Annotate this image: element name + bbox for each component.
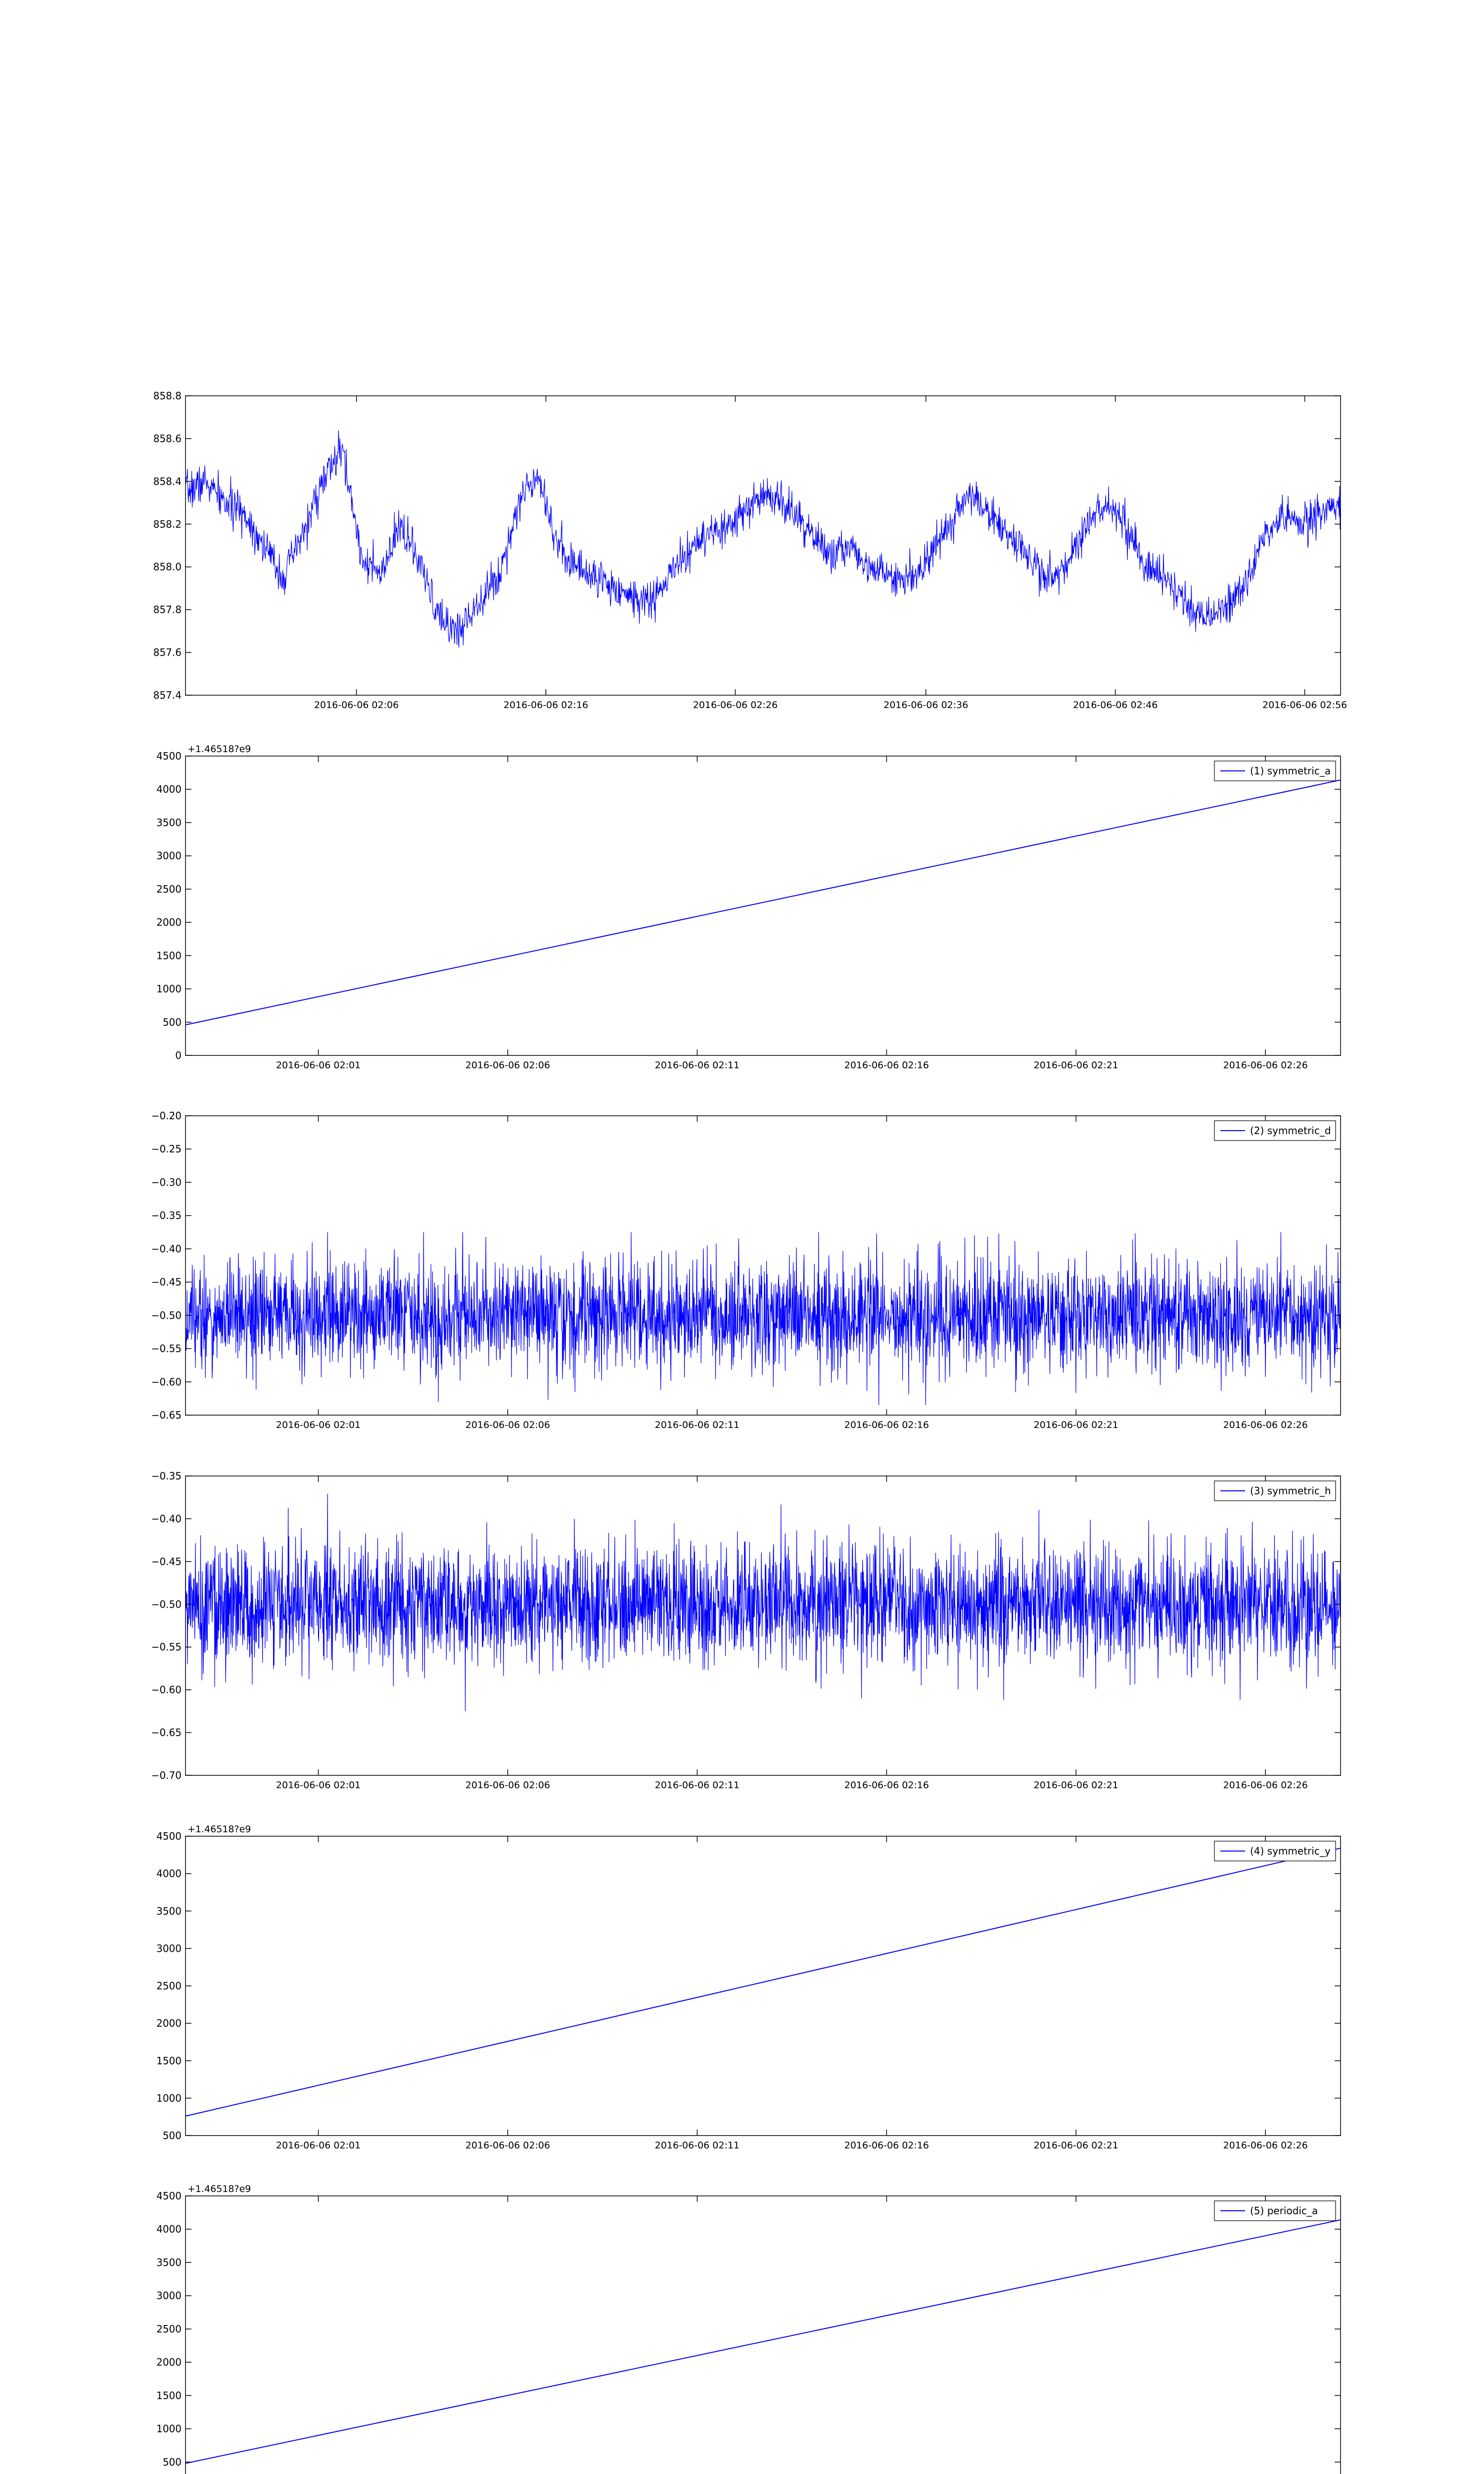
y-tick-label: 2500 [156,883,182,895]
y-tick-label: 3000 [156,1942,182,1954]
x-tick-label: 2016-06-06 02:06 [465,2140,551,2151]
y-tick-label: −0.55 [151,1342,182,1355]
y-tick-label: 3000 [156,2289,182,2302]
chart-panel-5 [156,1824,1341,2151]
x-tick-label: 2016-06-06 02:26 [693,700,778,711]
y-tick-label: 500 [162,2130,182,2141]
y-tick-label: −0.50 [151,1598,182,1611]
y-tick-label: −0.55 [151,1641,182,1653]
y-tick-label: −0.40 [151,1242,182,1255]
y-tick-label: −0.20 [151,1110,182,1122]
plot-frame-2 [186,756,1341,1055]
y-tick-label: 4500 [156,2190,182,2202]
legend-label: (1) symmetric_a [1250,765,1331,777]
y-tick-label: 2500 [156,2323,182,2335]
y-tick-label: 3500 [156,816,182,829]
y-tick-label: 3500 [156,2256,182,2269]
plot-frame-1 [186,396,1341,695]
series-line-6 [186,2220,1341,2463]
series-line-1 [186,430,1341,648]
y-tick-label: 500 [162,1016,182,1028]
y-tick-label: 858.6 [153,432,182,445]
x-tick-label: 2016-06-06 02:21 [1033,1060,1118,1071]
y-tick-label: −0.70 [151,1769,182,1781]
x-tick-label: 2016-06-06 02:26 [1223,1780,1308,1791]
y-tick-label: −0.65 [151,1409,182,1421]
y-tick-label: 1000 [156,2423,182,2435]
series-line-4 [186,1494,1341,1711]
y-tick-label: 1000 [156,2092,182,2104]
series-line-2 [186,780,1341,1025]
y-tick-label: 4500 [156,1830,182,1842]
plot-frame-5 [186,1836,1341,2136]
x-tick-label: 2016-06-06 02:21 [1033,1420,1118,1430]
plot-frame-6 [186,2196,1341,2474]
y-tick-label: 858.4 [153,475,182,487]
x-tick-label: 2016-06-06 02:06 [465,1060,551,1071]
y-tick-label: 857.4 [153,689,182,701]
legend-label: (4) symmetric_y [1250,1845,1331,1857]
y-tick-label: 4500 [156,750,182,762]
x-tick-label: 2016-06-06 02:11 [654,1060,740,1071]
x-tick-label: 2016-06-06 02:01 [276,2140,361,2151]
y-tick-label: −0.60 [151,1684,182,1696]
x-tick-label: 2016-06-06 02:01 [276,1420,361,1430]
x-tick-label: 2016-06-06 02:06 [465,1780,551,1791]
chart-panel-4 [151,1470,1341,1791]
x-tick-label: 2016-06-06 02:06 [314,700,399,711]
axis-offset-label: +1.46518?e9 [187,2184,251,2194]
y-tick-label: 0 [175,1049,182,1061]
x-tick-label: 2016-06-06 02:16 [844,1420,929,1430]
legend-label: (2) symmetric_d [1250,1125,1331,1137]
y-tick-label: 1500 [156,2389,182,2402]
x-tick-label: 2016-06-06 02:26 [1223,1060,1308,1071]
y-tick-label: −0.60 [151,1376,182,1388]
y-tick-label: −0.25 [151,1143,182,1155]
chart-panel-6 [156,2184,1341,2474]
y-tick-label: −0.65 [151,1726,182,1739]
x-tick-label: 2016-06-06 02:06 [465,1420,551,1430]
plot-frame-3 [186,1116,1341,1415]
series-line-5 [186,1848,1341,2116]
y-tick-label: −0.45 [151,1555,182,1568]
y-tick-label: 4000 [156,1867,182,1880]
y-tick-label: 858.8 [153,390,182,402]
x-tick-label: 2016-06-06 02:26 [1223,2140,1308,2151]
x-tick-label: 2016-06-06 02:56 [1262,700,1347,711]
x-tick-label: 2016-06-06 02:01 [276,1780,361,1791]
y-tick-label: −0.50 [151,1309,182,1322]
y-tick-label: 2000 [156,916,182,929]
y-tick-label: −0.30 [151,1176,182,1189]
series-line-3 [186,1232,1341,1405]
y-tick-label: 500 [162,2456,182,2468]
x-tick-label: 2016-06-06 02:21 [1033,1780,1118,1791]
axis-offset-label: +1.46518?e9 [187,1824,251,1835]
x-tick-label: 2016-06-06 02:21 [1033,2140,1118,2151]
x-tick-label: 2016-06-06 02:11 [654,1780,740,1791]
x-tick-label: 2016-06-06 02:11 [654,2140,740,2151]
y-tick-label: 3500 [156,1905,182,1917]
chart-panel-1 [153,390,1347,711]
x-tick-label: 2016-06-06 02:26 [1223,1420,1308,1430]
y-tick-label: 4000 [156,783,182,796]
y-tick-label: 1500 [156,950,182,962]
x-tick-label: 2016-06-06 02:16 [844,2140,929,2151]
y-tick-label: 858.0 [153,561,182,573]
y-tick-label: −0.35 [151,1209,182,1222]
y-tick-label: −0.35 [151,1470,182,1482]
y-tick-label: 4000 [156,2223,182,2236]
y-tick-label: 1500 [156,2054,182,2067]
x-tick-label: 2016-06-06 02:16 [844,1780,929,1791]
y-tick-label: 857.8 [153,604,182,616]
y-tick-label: 2500 [156,1980,182,1992]
legend-label: (5) periodic_a [1250,2205,1318,2217]
chart-panel-3 [151,1110,1341,1430]
y-tick-label: 857.6 [153,646,182,659]
x-tick-label: 2016-06-06 02:11 [654,1420,740,1430]
x-tick-label: 2016-06-06 02:16 [844,1060,929,1071]
y-tick-label: 1000 [156,983,182,995]
axis-offset-label: +1.46518?e9 [187,744,251,755]
y-tick-label: 3000 [156,850,182,862]
x-tick-label: 2016-06-06 02:01 [276,1060,361,1071]
legend-label: (3) symmetric_h [1250,1485,1331,1497]
y-tick-label: 858.2 [153,518,182,530]
y-tick-label: −0.40 [151,1513,182,1525]
x-tick-label: 2016-06-06 02:46 [1073,700,1158,711]
chart-panel-2 [156,744,1341,1071]
y-tick-label: 2000 [156,2356,182,2369]
y-tick-label: 2000 [156,2017,182,2030]
x-tick-label: 2016-06-06 02:16 [503,700,589,711]
x-tick-label: 2016-06-06 02:36 [883,700,969,711]
y-tick-label: −0.45 [151,1276,182,1288]
